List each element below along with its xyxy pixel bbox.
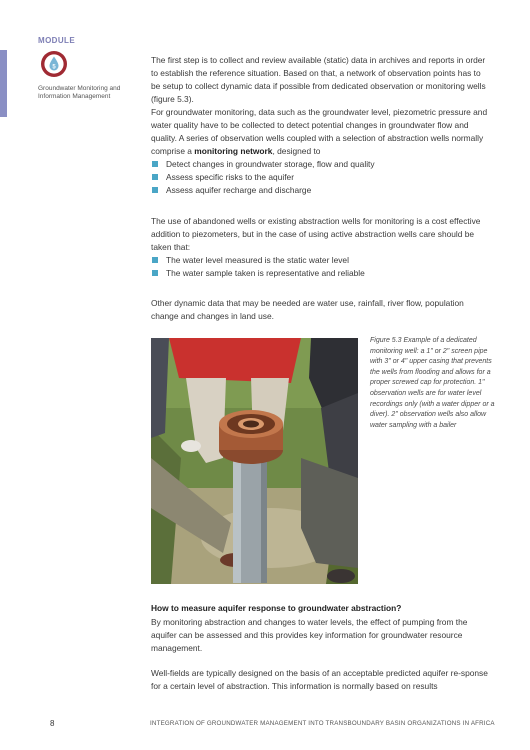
bullet-list: [151, 254, 491, 280]
module-logo-icon: [40, 50, 68, 78]
list-item-text: Assess specific risks to the aquifer: [166, 172, 295, 182]
aquifer-response-text-block: [151, 616, 491, 655]
section-heading: How to measure aquifer response to groundwater abstraction?: [151, 603, 402, 613]
bullet-square-icon: [152, 270, 158, 276]
bullet-list: [151, 158, 491, 197]
paragraph: Well-fields are typically designed on the basis of an acceptable predicted aquifer re-sponse for a certain level of abstraction. This information is normally based on results: [151, 668, 488, 691]
bullet-square-icon: [152, 174, 158, 180]
list-item-text: The water sample taken is representative and reliable: [166, 268, 365, 278]
list-item: [151, 254, 491, 267]
paragraph: By monitoring abstraction and changes to water levels, the effect of pumping from the aquifer can be assessed and this provides key information for groundwater resource management.: [151, 617, 468, 653]
module-label: MODULE: [38, 36, 76, 45]
well-fields-text-block: [151, 667, 491, 693]
list-item-text: Assess aquifer recharge and discharge: [166, 185, 312, 195]
footer-title: INTEGRATION OF GROUNDWATER MANAGEMENT INTO TRANSBOUNDARY BASIN ORGANIZATIONS IN AFRICA: [150, 720, 495, 727]
paragraph-lead: For groundwater monitoring, data such as the groundwater level, piezometric pressure and water quality have to be collected to detect potential changes in groundwater flow and quality. A series of observation wells coupled with a selection of abstraction wells normally comprise a: [151, 107, 488, 156]
module-subtitle: Groundwater Monitoring and Information Management: [38, 85, 121, 100]
abandoned-wells-text-block: [151, 215, 491, 280]
paragraph: [151, 106, 491, 158]
list-item: [151, 171, 491, 184]
module-side-bar: [0, 50, 7, 117]
page-number: 8: [50, 719, 55, 728]
paragraph: The use of abandoned wells or existing abstraction wells for monitoring is a cost effective addition to piezometers, but in the case of using active abstraction wells care should be taken that:: [151, 216, 481, 252]
bullet-square-icon: [152, 161, 158, 167]
bold-term: monitoring network: [194, 146, 273, 156]
monitoring-well-photo: [151, 338, 358, 584]
list-item-text: The water level measured is the static water level: [166, 255, 349, 265]
dynamic-data-text-block: [151, 297, 491, 323]
figure-caption: Figure 5.3 Example of a dedicated monitoring well: a 1" or 2" screen pipe with 3" or 4" upper casing that prevents the wells from flooding and allows for a proper screwed cap for protection. 1" observation wells are for water level recordings only (with a water dipper or a diver). 2" observation wells also allow water sampling with a bailer: [370, 337, 495, 429]
paragraph: Other dynamic data that may be needed are water use, rainfall, river flow, population change and changes in land use.: [151, 298, 464, 321]
paragraph: The first step is to collect and review available (static) data in archives and reports in order to establish the reference situation. Based on that, a network of observation points has to be setup to collect dynamic data if possible from dedicated observation or monitoring wells (figure 5.3).: [151, 55, 486, 104]
list-item-text: Detect changes in groundwater storage, flow and quality: [166, 159, 375, 169]
bullet-square-icon: [152, 257, 158, 263]
bullet-square-icon: [152, 187, 158, 193]
list-item: [151, 267, 491, 280]
intro-text-block: [151, 54, 491, 197]
list-item: [151, 158, 491, 171]
paragraph-tail: , designed to: [272, 146, 321, 156]
module-number: 5: [52, 64, 56, 71]
list-item: [151, 184, 491, 197]
